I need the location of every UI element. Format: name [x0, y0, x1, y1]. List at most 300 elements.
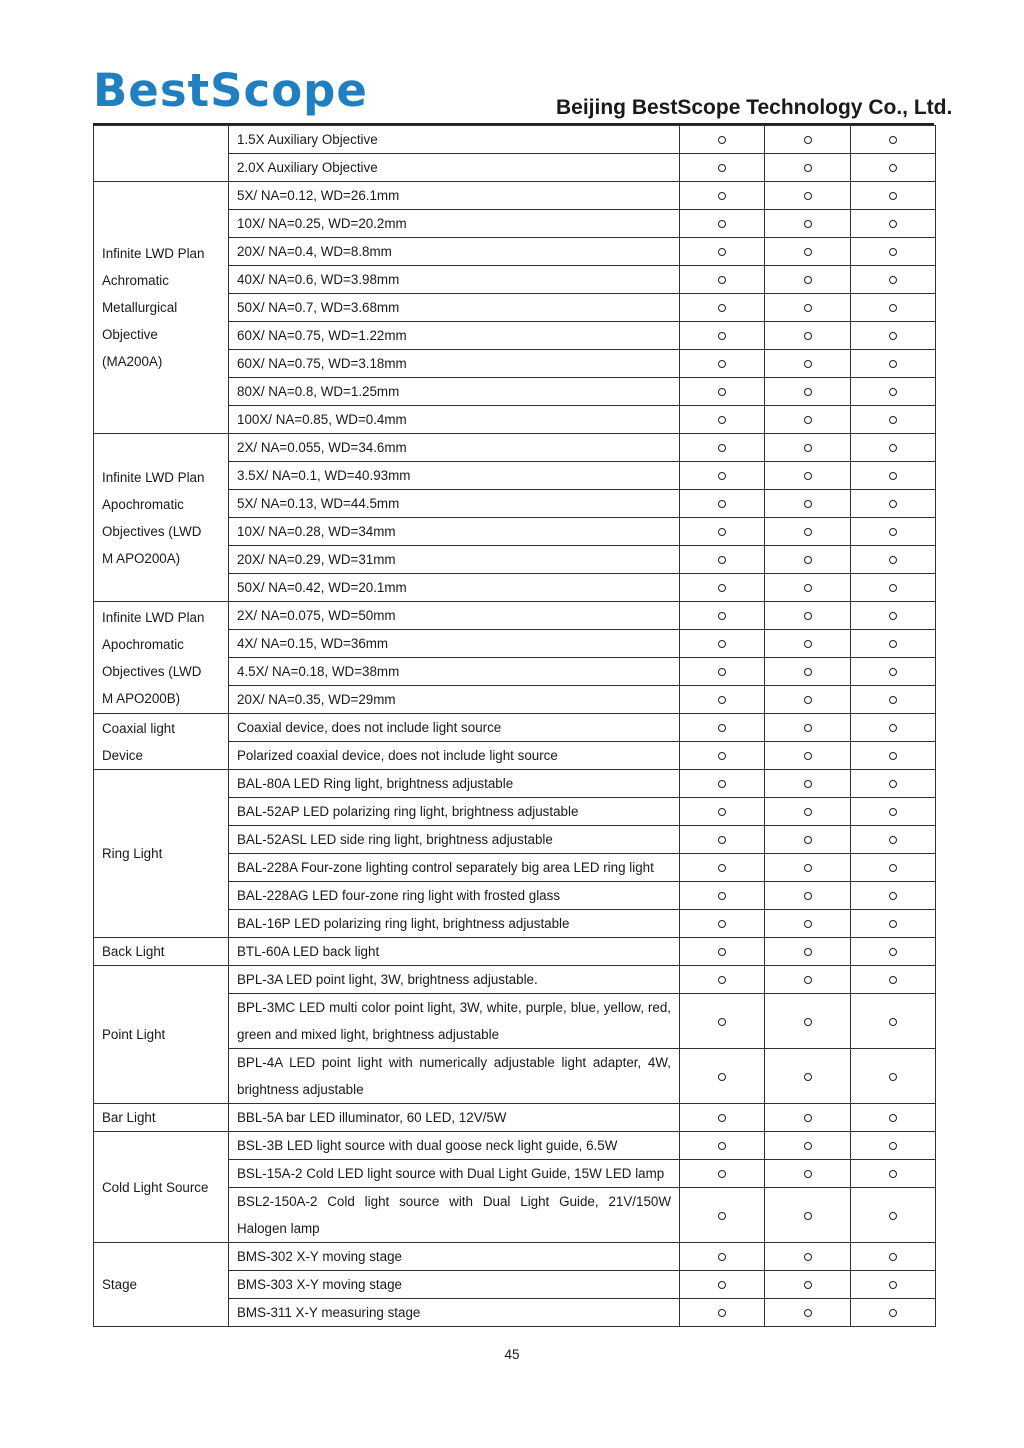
availability-mark — [765, 546, 851, 574]
availability-mark — [851, 574, 936, 602]
spec-table-body — [94, 126, 936, 1327]
availability-mark — [680, 742, 765, 770]
availability-mark — [680, 882, 765, 910]
circle-icon — [889, 388, 897, 396]
item-description: BTL-60A LED back light — [229, 938, 680, 966]
circle-icon — [804, 164, 812, 172]
availability-mark — [851, 1299, 936, 1327]
circle-icon — [718, 276, 726, 284]
item-description: 1.5X Auxiliary Objective — [229, 126, 680, 154]
availability-mark — [765, 658, 851, 686]
bestscope-logo — [93, 64, 368, 117]
circle-icon — [804, 696, 812, 704]
availability-mark — [680, 1243, 765, 1271]
availability-mark — [765, 182, 851, 210]
availability-mark — [851, 518, 936, 546]
logo-text: BestScope — [93, 64, 368, 117]
circle-icon — [804, 248, 812, 256]
availability-mark — [680, 1132, 765, 1160]
item-description: 2X/ NA=0.075, WD=50mm — [229, 602, 680, 630]
circle-icon — [804, 1212, 812, 1220]
availability-mark — [851, 854, 936, 882]
item-description: 10X/ NA=0.25, WD=20.2mm — [229, 210, 680, 238]
availability-mark — [765, 686, 851, 714]
availability-mark — [851, 658, 936, 686]
circle-icon — [889, 780, 897, 788]
circle-icon — [889, 920, 897, 928]
circle-icon — [804, 1142, 812, 1150]
availability-mark — [765, 630, 851, 658]
circle-icon — [804, 948, 812, 956]
item-description: BSL-3B LED light source with dual goose neck light guide, 6.5W — [229, 1132, 680, 1160]
availability-mark — [765, 1188, 851, 1243]
circle-icon — [804, 360, 812, 368]
category-cell: Cold Light Source — [94, 1132, 229, 1243]
item-description: 20X/ NA=0.29, WD=31mm — [229, 546, 680, 574]
item-description: 50X/ NA=0.42, WD=20.1mm — [229, 574, 680, 602]
availability-mark — [765, 154, 851, 182]
item-description: BBL-5A bar LED illuminator, 60 LED, 12V/5W — [229, 1104, 680, 1132]
circle-icon — [889, 444, 897, 452]
circle-icon — [889, 1018, 897, 1026]
circle-icon — [804, 920, 812, 928]
circle-icon — [804, 276, 812, 284]
availability-mark — [765, 294, 851, 322]
availability-mark — [680, 378, 765, 406]
availability-mark — [680, 518, 765, 546]
circle-icon — [718, 556, 726, 564]
availability-mark — [765, 1160, 851, 1188]
circle-icon — [718, 220, 726, 228]
availability-mark — [680, 126, 765, 154]
availability-mark — [680, 686, 765, 714]
availability-mark — [680, 630, 765, 658]
circle-icon — [804, 1114, 812, 1122]
circle-icon — [889, 948, 897, 956]
availability-mark — [851, 1132, 936, 1160]
availability-mark — [680, 266, 765, 294]
item-description: 2.0X Auxiliary Objective — [229, 154, 680, 182]
availability-mark — [765, 434, 851, 462]
circle-icon — [889, 1142, 897, 1150]
item-description: 3.5X/ NA=0.1, WD=40.93mm — [229, 462, 680, 490]
availability-mark — [851, 910, 936, 938]
circle-icon — [718, 136, 726, 144]
availability-mark — [765, 770, 851, 798]
availability-mark — [680, 714, 765, 742]
item-description: BPL-4A LED point light with numerically adjustable light adapter, 4W, brightness adjustable — [229, 1049, 680, 1104]
item-description: 60X/ NA=0.75, WD=3.18mm — [229, 350, 680, 378]
availability-mark — [851, 826, 936, 854]
item-description: BAL-16P LED polarizing ring light, brightness adjustable — [229, 910, 680, 938]
item-description: BAL-80A LED Ring light, brightness adjustable — [229, 770, 680, 798]
circle-icon — [718, 780, 726, 788]
availability-mark — [680, 910, 765, 938]
item-description: 100X/ NA=0.85, WD=0.4mm — [229, 406, 680, 434]
availability-mark — [680, 658, 765, 686]
availability-mark — [765, 378, 851, 406]
circle-icon — [889, 556, 897, 564]
circle-icon — [804, 220, 812, 228]
circle-icon — [889, 332, 897, 340]
item-description: 20X/ NA=0.35, WD=29mm — [229, 686, 680, 714]
availability-mark — [680, 994, 765, 1049]
availability-mark — [851, 1049, 936, 1104]
circle-icon — [804, 444, 812, 452]
availability-mark — [851, 882, 936, 910]
company-name: Beijing BestScope Technology Co., Ltd. — [556, 96, 953, 119]
availability-mark — [680, 182, 765, 210]
category-cell: Infinite LWD Plan Achromatic Metallurgical Objective (MA200A) — [94, 182, 229, 434]
table-row — [94, 1104, 936, 1132]
availability-mark — [851, 294, 936, 322]
circle-icon — [889, 1114, 897, 1122]
category-cell: Ring Light — [94, 770, 229, 938]
circle-icon — [804, 1073, 812, 1081]
circle-icon — [804, 976, 812, 984]
circle-icon — [889, 864, 897, 872]
circle-icon — [804, 668, 812, 676]
item-description: BSL2-150A-2 Cold light source with Dual Light Guide, 21V/150W Halogen lamp — [229, 1188, 680, 1243]
circle-icon — [889, 640, 897, 648]
availability-mark — [851, 154, 936, 182]
availability-mark — [680, 406, 765, 434]
availability-mark — [680, 574, 765, 602]
availability-mark — [765, 1049, 851, 1104]
circle-icon — [718, 1281, 726, 1289]
circle-icon — [804, 836, 812, 844]
circle-icon — [804, 528, 812, 536]
item-description: 60X/ NA=0.75, WD=1.22mm — [229, 322, 680, 350]
category-cell: Bar Light — [94, 1104, 229, 1132]
circle-icon — [718, 1073, 726, 1081]
item-description: BAL-52ASL LED side ring light, brightness adjustable — [229, 826, 680, 854]
circle-icon — [718, 892, 726, 900]
page-number: 45 — [504, 1347, 520, 1362]
availability-mark — [851, 1243, 936, 1271]
item-description: 5X/ NA=0.13, WD=44.5mm — [229, 490, 680, 518]
circle-icon — [718, 668, 726, 676]
circle-icon — [718, 1142, 726, 1150]
availability-mark — [680, 322, 765, 350]
item-description: 10X/ NA=0.28, WD=34mm — [229, 518, 680, 546]
category-cell — [94, 126, 229, 182]
availability-mark — [851, 1188, 936, 1243]
category-cell: Coaxial light Device — [94, 714, 229, 770]
availability-mark — [765, 238, 851, 266]
circle-icon — [718, 332, 726, 340]
table-row — [94, 714, 936, 742]
circle-icon — [889, 276, 897, 284]
availability-mark — [851, 1271, 936, 1299]
item-description: Polarized coaxial device, does not include light source — [229, 742, 680, 770]
table-row — [94, 770, 936, 798]
availability-mark — [851, 266, 936, 294]
circle-icon — [718, 864, 726, 872]
circle-icon — [718, 1170, 726, 1178]
availability-mark — [680, 1104, 765, 1132]
item-description: 40X/ NA=0.6, WD=3.98mm — [229, 266, 680, 294]
availability-mark — [765, 966, 851, 994]
table-row — [94, 938, 936, 966]
availability-mark — [680, 1299, 765, 1327]
availability-mark — [851, 238, 936, 266]
circle-icon — [889, 724, 897, 732]
circle-icon — [804, 584, 812, 592]
availability-mark — [851, 602, 936, 630]
availability-mark — [851, 770, 936, 798]
availability-mark — [765, 798, 851, 826]
availability-mark — [680, 826, 765, 854]
availability-mark — [851, 434, 936, 462]
circle-icon — [889, 892, 897, 900]
circle-icon — [804, 1018, 812, 1026]
availability-mark — [680, 294, 765, 322]
availability-mark — [680, 546, 765, 574]
availability-mark — [765, 126, 851, 154]
item-description: BPL-3MC LED multi color point light, 3W, white, purple, blue, yellow, red, green and mixed light, brightness adjustable — [229, 994, 680, 1049]
item-description: BAL-52AP LED polarizing ring light, brightness adjustable — [229, 798, 680, 826]
availability-mark — [680, 154, 765, 182]
item-description: BPL-3A LED point light, 3W, brightness adjustable. — [229, 966, 680, 994]
availability-mark — [851, 406, 936, 434]
circle-icon — [718, 444, 726, 452]
circle-icon — [718, 388, 726, 396]
availability-mark — [680, 770, 765, 798]
availability-mark — [765, 266, 851, 294]
availability-mark — [765, 462, 851, 490]
availability-mark — [765, 994, 851, 1049]
circle-icon — [889, 1253, 897, 1261]
circle-icon — [718, 304, 726, 312]
item-description: 2X/ NA=0.055, WD=34.6mm — [229, 434, 680, 462]
circle-icon — [889, 1309, 897, 1317]
availability-mark — [765, 350, 851, 378]
circle-icon — [718, 192, 726, 200]
availability-mark — [680, 966, 765, 994]
circle-icon — [804, 808, 812, 816]
circle-icon — [718, 696, 726, 704]
availability-mark — [851, 686, 936, 714]
circle-icon — [889, 528, 897, 536]
circle-icon — [889, 416, 897, 424]
circle-icon — [889, 220, 897, 228]
availability-mark — [680, 350, 765, 378]
circle-icon — [889, 472, 897, 480]
availability-mark — [680, 1160, 765, 1188]
circle-icon — [718, 808, 726, 816]
circle-icon — [889, 1073, 897, 1081]
availability-mark — [765, 490, 851, 518]
availability-mark — [851, 938, 936, 966]
circle-icon — [718, 1018, 726, 1026]
circle-icon — [889, 696, 897, 704]
table-row — [94, 966, 936, 994]
circle-icon — [889, 192, 897, 200]
circle-icon — [804, 472, 812, 480]
circle-icon — [804, 1281, 812, 1289]
circle-icon — [889, 136, 897, 144]
circle-icon — [889, 1170, 897, 1178]
circle-icon — [804, 612, 812, 620]
item-description: 4X/ NA=0.15, WD=36mm — [229, 630, 680, 658]
item-description: Coaxial device, does not include light source — [229, 714, 680, 742]
availability-mark — [851, 1104, 936, 1132]
availability-mark — [680, 1188, 765, 1243]
circle-icon — [804, 500, 812, 508]
circle-icon — [804, 780, 812, 788]
table-row — [94, 126, 936, 154]
circle-icon — [718, 976, 726, 984]
availability-mark — [851, 378, 936, 406]
circle-icon — [718, 612, 726, 620]
availability-mark — [765, 322, 851, 350]
circle-icon — [718, 920, 726, 928]
availability-mark — [680, 434, 765, 462]
circle-icon — [889, 808, 897, 816]
circle-icon — [718, 472, 726, 480]
availability-mark — [680, 462, 765, 490]
table-row — [94, 1243, 936, 1271]
availability-mark — [765, 882, 851, 910]
category-cell: Point Light — [94, 966, 229, 1104]
circle-icon — [718, 1309, 726, 1317]
availability-mark — [765, 406, 851, 434]
item-description: BAL-228A Four-zone lighting control separately big area LED ring light — [229, 854, 680, 882]
circle-icon — [889, 584, 897, 592]
circle-icon — [804, 640, 812, 648]
availability-mark — [680, 854, 765, 882]
availability-mark — [680, 938, 765, 966]
circle-icon — [718, 752, 726, 760]
circle-icon — [804, 416, 812, 424]
availability-mark — [851, 350, 936, 378]
circle-icon — [718, 948, 726, 956]
availability-mark — [680, 602, 765, 630]
availability-mark — [765, 210, 851, 238]
availability-mark — [851, 322, 936, 350]
availability-mark — [680, 1271, 765, 1299]
circle-icon — [718, 1114, 726, 1122]
circle-icon — [804, 724, 812, 732]
availability-mark — [851, 546, 936, 574]
availability-mark — [765, 1299, 851, 1327]
availability-mark — [765, 854, 851, 882]
availability-mark — [765, 602, 851, 630]
circle-icon — [718, 724, 726, 732]
circle-icon — [889, 248, 897, 256]
item-description: 80X/ NA=0.8, WD=1.25mm — [229, 378, 680, 406]
circle-icon — [889, 1281, 897, 1289]
circle-icon — [889, 752, 897, 760]
table-row — [94, 182, 936, 210]
circle-icon — [804, 388, 812, 396]
circle-icon — [889, 1212, 897, 1220]
availability-mark — [680, 490, 765, 518]
circle-icon — [718, 1253, 726, 1261]
circle-icon — [804, 556, 812, 564]
circle-icon — [804, 1309, 812, 1317]
circle-icon — [804, 136, 812, 144]
availability-mark — [851, 742, 936, 770]
availability-mark — [765, 938, 851, 966]
availability-mark — [851, 798, 936, 826]
circle-icon — [718, 416, 726, 424]
availability-mark — [851, 1160, 936, 1188]
availability-mark — [765, 714, 851, 742]
availability-mark — [851, 994, 936, 1049]
circle-icon — [718, 1212, 726, 1220]
circle-icon — [718, 164, 726, 172]
circle-icon — [804, 892, 812, 900]
circle-icon — [889, 612, 897, 620]
circle-icon — [889, 500, 897, 508]
availability-mark — [851, 210, 936, 238]
item-description: 50X/ NA=0.7, WD=3.68mm — [229, 294, 680, 322]
item-description: 4.5X/ NA=0.18, WD=38mm — [229, 658, 680, 686]
availability-mark — [765, 910, 851, 938]
circle-icon — [718, 248, 726, 256]
availability-mark — [680, 798, 765, 826]
item-description: 20X/ NA=0.4, WD=8.8mm — [229, 238, 680, 266]
availability-mark — [765, 1104, 851, 1132]
availability-mark — [765, 1271, 851, 1299]
availability-mark — [851, 630, 936, 658]
circle-icon — [804, 752, 812, 760]
availability-mark — [851, 714, 936, 742]
availability-mark — [765, 826, 851, 854]
circle-icon — [889, 668, 897, 676]
circle-icon — [889, 976, 897, 984]
circle-icon — [718, 500, 726, 508]
availability-mark — [765, 1243, 851, 1271]
category-cell: Infinite LWD Plan Apochromatic Objectives (LWD M APO200B) — [94, 602, 229, 714]
availability-mark — [680, 210, 765, 238]
item-description: BSL-15A-2 Cold LED light source with Dual Light Guide, 15W LED lamp — [229, 1160, 680, 1188]
table-row — [94, 434, 936, 462]
availability-mark — [765, 574, 851, 602]
category-cell: Infinite LWD Plan Apochromatic Objectives (LWD M APO200A) — [94, 434, 229, 602]
circle-icon — [804, 1253, 812, 1261]
circle-icon — [889, 164, 897, 172]
circle-icon — [718, 360, 726, 368]
availability-mark — [851, 462, 936, 490]
item-description: BAL-228AG LED four-zone ring light with frosted glass — [229, 882, 680, 910]
availability-mark — [765, 518, 851, 546]
category-cell: Back Light — [94, 938, 229, 966]
availability-mark — [851, 126, 936, 154]
table-row — [94, 602, 936, 630]
availability-mark — [765, 742, 851, 770]
circle-icon — [889, 304, 897, 312]
circle-icon — [804, 1170, 812, 1178]
circle-icon — [718, 836, 726, 844]
circle-icon — [718, 640, 726, 648]
circle-icon — [889, 836, 897, 844]
item-description: BMS-302 X-Y moving stage — [229, 1243, 680, 1271]
availability-mark — [765, 1132, 851, 1160]
table-row — [94, 1132, 936, 1160]
availability-mark — [851, 966, 936, 994]
circle-icon — [889, 360, 897, 368]
item-description: BMS-303 X-Y moving stage — [229, 1271, 680, 1299]
circle-icon — [804, 864, 812, 872]
availability-mark — [680, 238, 765, 266]
circle-icon — [718, 528, 726, 536]
spec-table — [93, 125, 936, 1327]
availability-mark — [851, 182, 936, 210]
circle-icon — [718, 584, 726, 592]
